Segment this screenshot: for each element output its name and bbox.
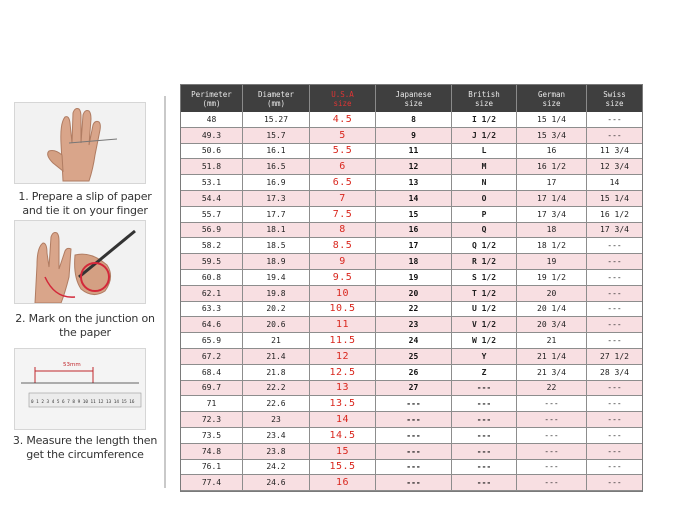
cell-british-size: --- — [452, 396, 517, 411]
cell-perimeter: 63.3 — [181, 302, 243, 317]
cell-usa-size: 10 — [310, 286, 376, 301]
cell-usa-size: 15.5 — [310, 460, 376, 475]
cell-japanese-size: 12 — [376, 159, 452, 174]
table-row — [181, 349, 642, 365]
table-row — [181, 112, 642, 128]
cell-perimeter: 60.8 — [181, 270, 243, 285]
cell-japanese-size: --- — [376, 475, 452, 490]
cell-swiss-size: --- — [607, 478, 622, 488]
cell-usa-size: 10.5 — [310, 302, 376, 317]
cell-swiss-size: 15 1/4 — [600, 193, 629, 203]
header-diameter: Diameter (mm) — [243, 85, 310, 112]
cell-diameter: 23.8 — [243, 444, 310, 459]
cell-diameter: 24.2 — [243, 460, 310, 475]
cell-british-size: I 1/2 — [452, 112, 517, 127]
cell-german-size: 21 3/4 — [517, 365, 587, 380]
cell-british-size: --- — [452, 412, 517, 427]
cell-british-size: J 1/2 — [452, 128, 517, 143]
cell-perimeter: 58.2 — [181, 238, 243, 253]
cell-usa-size: 12 — [310, 349, 376, 364]
cell-perimeter: 59.5 — [181, 254, 243, 269]
cell-usa-size: 13 — [310, 381, 376, 396]
table-row — [181, 270, 642, 286]
cell-diameter: 15.7 — [243, 128, 310, 143]
step1-caption: 1. Prepare a slip of paper and tie it on your finger — [18, 190, 152, 217]
cell-diameter: 16.1 — [243, 144, 310, 159]
cell-japanese-size: 8 — [376, 112, 452, 127]
cell-german-size: 20 1/4 — [517, 302, 587, 317]
cell-japanese-size: --- — [376, 428, 452, 443]
cell-japanese-size: 20 — [376, 286, 452, 301]
cell-japanese-size: 25 — [376, 349, 452, 364]
table-row — [181, 254, 642, 270]
cell-perimeter: 68.4 — [181, 365, 243, 380]
cell-diameter: 18.9 — [243, 254, 310, 269]
cell-swiss-size: --- — [607, 336, 622, 346]
cell-perimeter: 48 — [181, 112, 243, 127]
header-usa: U.S.A size — [310, 85, 376, 112]
cell-swiss-size: --- — [607, 114, 622, 124]
cell-swiss-size: --- — [607, 415, 622, 425]
cell-diameter: 18.5 — [243, 238, 310, 253]
cell-japanese-size: --- — [376, 396, 452, 411]
table-row — [181, 159, 642, 175]
cell-british-size: --- — [452, 428, 517, 443]
table-row — [181, 412, 642, 428]
cell-perimeter: 64.6 — [181, 317, 243, 332]
cell-swiss-size: 14 — [609, 178, 620, 188]
cell-usa-size: 4.5 — [310, 112, 376, 127]
cell-perimeter: 73.5 — [181, 428, 243, 443]
cell-usa-size: 12.5 — [310, 365, 376, 380]
cell-perimeter: 62.1 — [181, 286, 243, 301]
cell-swiss-size: --- — [607, 288, 622, 298]
cell-british-size: U 1/2 — [452, 302, 517, 317]
cell-japanese-size: 14 — [376, 191, 452, 206]
ruler-icon — [15, 349, 145, 429]
ring-size-table — [180, 84, 643, 492]
cell-perimeter: 76.1 — [181, 460, 243, 475]
cell-diameter: 21 — [243, 333, 310, 348]
cell-diameter: 21.8 — [243, 365, 310, 380]
cell-japanese-size: 17 — [376, 238, 452, 253]
table-row — [181, 207, 642, 223]
cell-swiss-size: 11 3/4 — [600, 146, 629, 156]
cell-usa-size: 11.5 — [310, 333, 376, 348]
cell-perimeter: 50.6 — [181, 144, 243, 159]
cell-perimeter: 56.9 — [181, 223, 243, 238]
cell-british-size: O — [452, 191, 517, 206]
cell-swiss-size: 27 1/2 — [600, 351, 629, 361]
cell-british-size: --- — [452, 460, 517, 475]
cell-german-size: 18 — [517, 223, 587, 238]
step2-illustration — [14, 220, 146, 304]
cell-perimeter: 69.7 — [181, 381, 243, 396]
cell-japanese-size: --- — [376, 460, 452, 475]
header-japanese: Japanese size — [376, 85, 452, 112]
cell-swiss-size: --- — [607, 241, 622, 251]
cell-usa-size: 8 — [310, 223, 376, 238]
cell-british-size: Y — [452, 349, 517, 364]
table-row — [181, 175, 642, 191]
cell-perimeter: 51.8 — [181, 159, 243, 174]
pen-marking-icon — [15, 221, 145, 303]
cell-usa-size: 11 — [310, 317, 376, 332]
ruler-ticks: 0 1 2 3 4 5 6 7 8 9 10 11 12 13 14 15 16 — [31, 400, 135, 405]
cell-perimeter: 67.2 — [181, 349, 243, 364]
cell-usa-size: 5 — [310, 128, 376, 143]
cell-japanese-size: 22 — [376, 302, 452, 317]
cell-german-size: 17 — [517, 175, 587, 190]
cell-diameter: 22.2 — [243, 381, 310, 396]
cell-japanese-size: 18 — [376, 254, 452, 269]
cell-perimeter: 53.1 — [181, 175, 243, 190]
cell-german-size: --- — [517, 412, 587, 427]
cell-usa-size: 5.5 — [310, 144, 376, 159]
cell-diameter: 16.5 — [243, 159, 310, 174]
cell-perimeter: 54.4 — [181, 191, 243, 206]
cell-diameter: 21.4 — [243, 349, 310, 364]
cell-diameter: 17.7 — [243, 207, 310, 222]
table-row — [181, 381, 642, 397]
header-swiss: Swiss size — [603, 89, 626, 108]
table-row — [181, 333, 642, 349]
cell-german-size: --- — [517, 396, 587, 411]
cell-german-size: 18 1/2 — [517, 238, 587, 253]
instructions-panel — [0, 96, 165, 488]
cell-german-size: 21 — [517, 333, 587, 348]
cell-german-size: 19 1/2 — [517, 270, 587, 285]
cell-swiss-size: --- — [607, 383, 622, 393]
cell-german-size: --- — [517, 444, 587, 459]
cell-swiss-size: --- — [607, 130, 622, 140]
cell-swiss-size: --- — [607, 399, 622, 409]
table-row — [181, 286, 642, 302]
cell-usa-size: 6.5 — [310, 175, 376, 190]
cell-japanese-size: 9 — [376, 128, 452, 143]
cell-japanese-size: --- — [376, 444, 452, 459]
cell-japanese-size: 11 — [376, 144, 452, 159]
table-row — [181, 223, 642, 239]
header-british: British size — [452, 85, 517, 112]
cell-diameter: 19.8 — [243, 286, 310, 301]
cell-german-size: 17 1/4 — [517, 191, 587, 206]
cell-german-size: 20 — [517, 286, 587, 301]
cell-japanese-size: 23 — [376, 317, 452, 332]
cell-german-size: --- — [517, 428, 587, 443]
cell-diameter: 18.1 — [243, 223, 310, 238]
table-header — [181, 85, 642, 112]
cell-japanese-size: --- — [376, 412, 452, 427]
table-row — [181, 191, 642, 207]
cell-british-size: --- — [452, 444, 517, 459]
cell-british-size: P — [452, 207, 517, 222]
cell-swiss-size: --- — [607, 304, 622, 314]
cell-swiss-size: --- — [607, 320, 622, 330]
cell-perimeter: 55.7 — [181, 207, 243, 222]
cell-usa-size: 15 — [310, 444, 376, 459]
header-german: German size — [517, 85, 587, 112]
cell-british-size: --- — [452, 475, 517, 490]
cell-diameter: 22.6 — [243, 396, 310, 411]
cell-diameter: 23.4 — [243, 428, 310, 443]
cell-usa-size: 9 — [310, 254, 376, 269]
step2-caption: 2. Mark on the junction on the paper — [15, 312, 155, 339]
table-row — [181, 460, 642, 476]
step3-caption: 3. Measure the length then get the circumference — [12, 434, 158, 461]
cell-german-size: 22 — [517, 381, 587, 396]
ruler-label: 53mm — [63, 362, 81, 368]
cell-swiss-size: --- — [607, 430, 622, 440]
cell-british-size: R 1/2 — [452, 254, 517, 269]
cell-swiss-size: --- — [607, 272, 622, 282]
cell-british-size: W 1/2 — [452, 333, 517, 348]
cell-german-size: 21 1/4 — [517, 349, 587, 364]
step1-illustration — [14, 102, 146, 184]
table-row — [181, 396, 642, 412]
cell-diameter: 23 — [243, 412, 310, 427]
cell-diameter: 16.9 — [243, 175, 310, 190]
table-row — [181, 444, 642, 460]
table-row — [181, 144, 642, 160]
cell-usa-size: 9.5 — [310, 270, 376, 285]
cell-usa-size: 8.5 — [310, 238, 376, 253]
table-row — [181, 238, 642, 254]
cell-japanese-size: 27 — [376, 381, 452, 396]
cell-diameter: 19.4 — [243, 270, 310, 285]
cell-german-size: --- — [517, 460, 587, 475]
cell-diameter: 20.2 — [243, 302, 310, 317]
cell-swiss-size: --- — [607, 446, 622, 456]
cell-diameter: 17.3 — [243, 191, 310, 206]
cell-german-size: 15 3/4 — [517, 128, 587, 143]
cell-perimeter: 65.9 — [181, 333, 243, 348]
cell-japanese-size: 26 — [376, 365, 452, 380]
cell-japanese-size: 16 — [376, 223, 452, 238]
cell-german-size: 16 1/2 — [517, 159, 587, 174]
step3-illustration — [14, 348, 146, 430]
cell-british-size: M — [452, 159, 517, 174]
cell-german-size: --- — [517, 475, 587, 490]
cell-british-size: --- — [452, 381, 517, 396]
cell-british-size: Q 1/2 — [452, 238, 517, 253]
cell-usa-size: 16 — [310, 475, 376, 490]
cell-british-size: S 1/2 — [452, 270, 517, 285]
cell-perimeter: 71 — [181, 396, 243, 411]
cell-british-size: T 1/2 — [452, 286, 517, 301]
header-perimeter: Perimeter (mm) — [181, 85, 243, 112]
cell-perimeter: 49.3 — [181, 128, 243, 143]
cell-german-size: 16 — [517, 144, 587, 159]
cell-german-size: 17 3/4 — [517, 207, 587, 222]
cell-swiss-size: 28 3/4 — [600, 367, 629, 377]
cell-swiss-size: --- — [607, 462, 622, 472]
cell-german-size: 19 — [517, 254, 587, 269]
cell-perimeter: 74.8 — [181, 444, 243, 459]
cell-perimeter: 77.4 — [181, 475, 243, 490]
cell-usa-size: 7 — [310, 191, 376, 206]
cell-swiss-size: 17 3/4 — [600, 225, 629, 235]
cell-usa-size: 14 — [310, 412, 376, 427]
table-row — [181, 302, 642, 318]
table-row — [181, 428, 642, 444]
cell-diameter: 15.27 — [243, 112, 310, 127]
cell-usa-size: 6 — [310, 159, 376, 174]
cell-usa-size: 13.5 — [310, 396, 376, 411]
cell-swiss-size: 16 1/2 — [600, 209, 629, 219]
cell-german-size: 15 1/4 — [517, 112, 587, 127]
cell-diameter: 20.6 — [243, 317, 310, 332]
cell-japanese-size: 15 — [376, 207, 452, 222]
cell-british-size: N — [452, 175, 517, 190]
table-row — [181, 317, 642, 333]
cell-japanese-size: 24 — [376, 333, 452, 348]
cell-british-size: Z — [452, 365, 517, 380]
table-row — [181, 475, 642, 491]
panel-divider — [164, 96, 166, 488]
cell-usa-size: 7.5 — [310, 207, 376, 222]
cell-german-size: 20 3/4 — [517, 317, 587, 332]
cell-swiss-size: --- — [607, 257, 622, 267]
cell-british-size: L — [452, 144, 517, 159]
cell-british-size: V 1/2 — [452, 317, 517, 332]
table-row — [181, 128, 642, 144]
table-row — [181, 365, 642, 381]
cell-usa-size: 14.5 — [310, 428, 376, 443]
cell-japanese-size: 13 — [376, 175, 452, 190]
cell-japanese-size: 19 — [376, 270, 452, 285]
hand-icon — [15, 103, 145, 183]
cell-british-size: Q — [452, 223, 517, 238]
cell-diameter: 24.6 — [243, 475, 310, 490]
cell-perimeter: 72.3 — [181, 412, 243, 427]
cell-swiss-size: 12 3/4 — [600, 162, 629, 172]
